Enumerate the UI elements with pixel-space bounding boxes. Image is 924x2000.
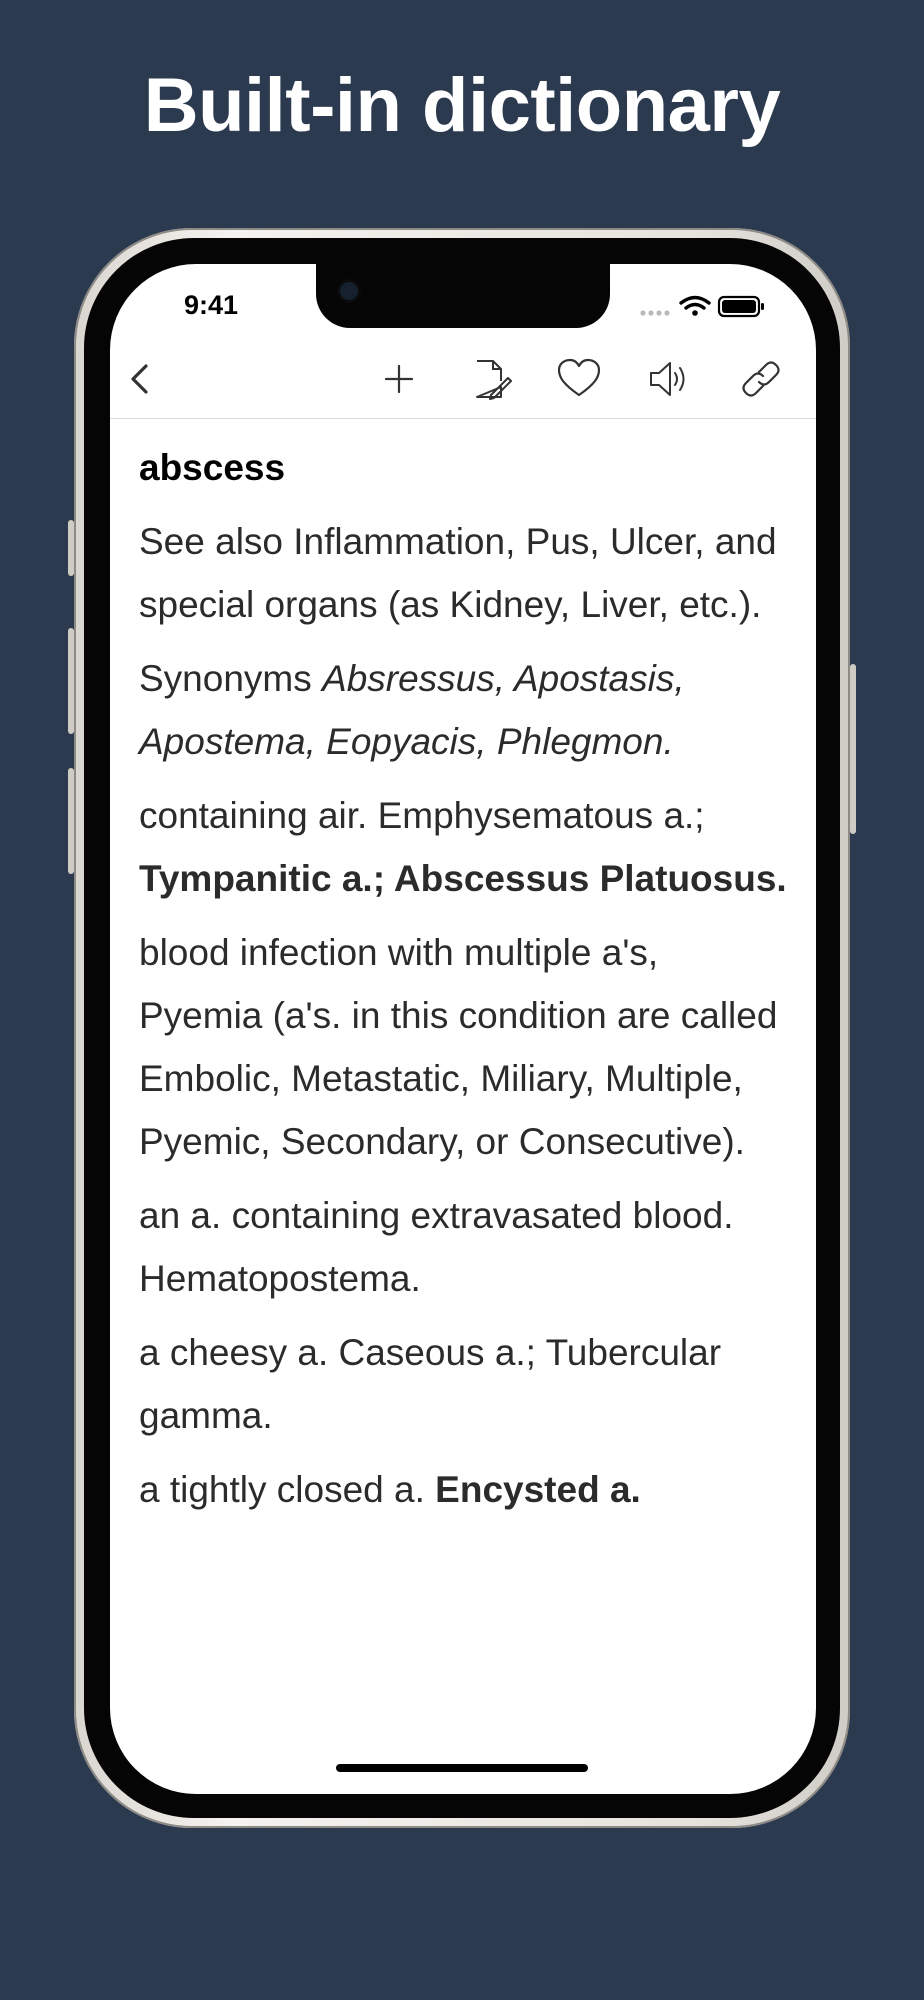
wifi-icon bbox=[681, 298, 709, 309]
notch bbox=[316, 264, 610, 328]
toolbar bbox=[110, 340, 816, 419]
battery-icon bbox=[719, 297, 764, 316]
definition-see-also: See also Inflammation, Pus, Ulcer, and special organs (as Kidney, Liver, etc.). bbox=[139, 521, 777, 625]
status-icons bbox=[640, 294, 770, 316]
definition-air-terms: Tympanitic a.; Abscessus Platuosus. bbox=[139, 858, 787, 899]
pronounce-button[interactable] bbox=[644, 354, 694, 404]
signal-icon bbox=[640, 310, 669, 315]
dictionary-entry bbox=[139, 438, 789, 1532]
plus-icon bbox=[374, 354, 424, 404]
home-indicator[interactable] bbox=[336, 1764, 588, 1772]
definition-closed-term: Encysted a. bbox=[435, 1469, 641, 1510]
entry-term: abscess bbox=[139, 447, 286, 488]
speaker-icon bbox=[644, 354, 694, 404]
link-icon bbox=[736, 354, 786, 404]
definition-cheesy: a cheesy a. Caseous a.; Tubercular gamma. bbox=[139, 1332, 722, 1436]
status-time: 9:41 bbox=[184, 290, 239, 320]
volume-down-button bbox=[68, 768, 74, 874]
edit-note-icon bbox=[464, 354, 514, 404]
definition-air bbox=[139, 784, 789, 910]
synonyms-label: Synonyms bbox=[139, 658, 323, 699]
back-button[interactable] bbox=[116, 354, 166, 404]
definition-synonyms bbox=[139, 647, 789, 773]
front-camera bbox=[340, 282, 358, 300]
back-chevron-icon bbox=[116, 354, 166, 404]
heart-icon bbox=[554, 354, 604, 404]
favorite-button[interactable] bbox=[554, 354, 604, 404]
definition-closed-text: a tightly closed a. bbox=[139, 1469, 436, 1510]
link-button[interactable] bbox=[736, 354, 786, 404]
definition-extravasated: an a. containing extravasated blood. Hematopostema. bbox=[139, 1195, 734, 1299]
power-button bbox=[850, 664, 856, 834]
definition-air-text: containing air. Emphysematous a.; bbox=[139, 795, 705, 836]
definition-blood-infection: blood infection with multiple a's, Pyemia (a's. in this condition are called Embolic, Metastatic, Miliary, Multiple, Pyemic, Secondary, or Consecutive). bbox=[139, 932, 778, 1162]
headline: Built-in dictionary bbox=[143, 63, 781, 148]
definition-closed bbox=[139, 1458, 789, 1521]
volume-up-button bbox=[68, 628, 74, 734]
mute-switch bbox=[68, 520, 74, 576]
synonyms-list: Absressus, Apostasis, Apostema, Eopyacis, Phlegmon. bbox=[139, 658, 685, 762]
phone-screen bbox=[110, 264, 816, 1794]
add-button[interactable] bbox=[374, 354, 424, 404]
note-button[interactable] bbox=[464, 354, 514, 404]
